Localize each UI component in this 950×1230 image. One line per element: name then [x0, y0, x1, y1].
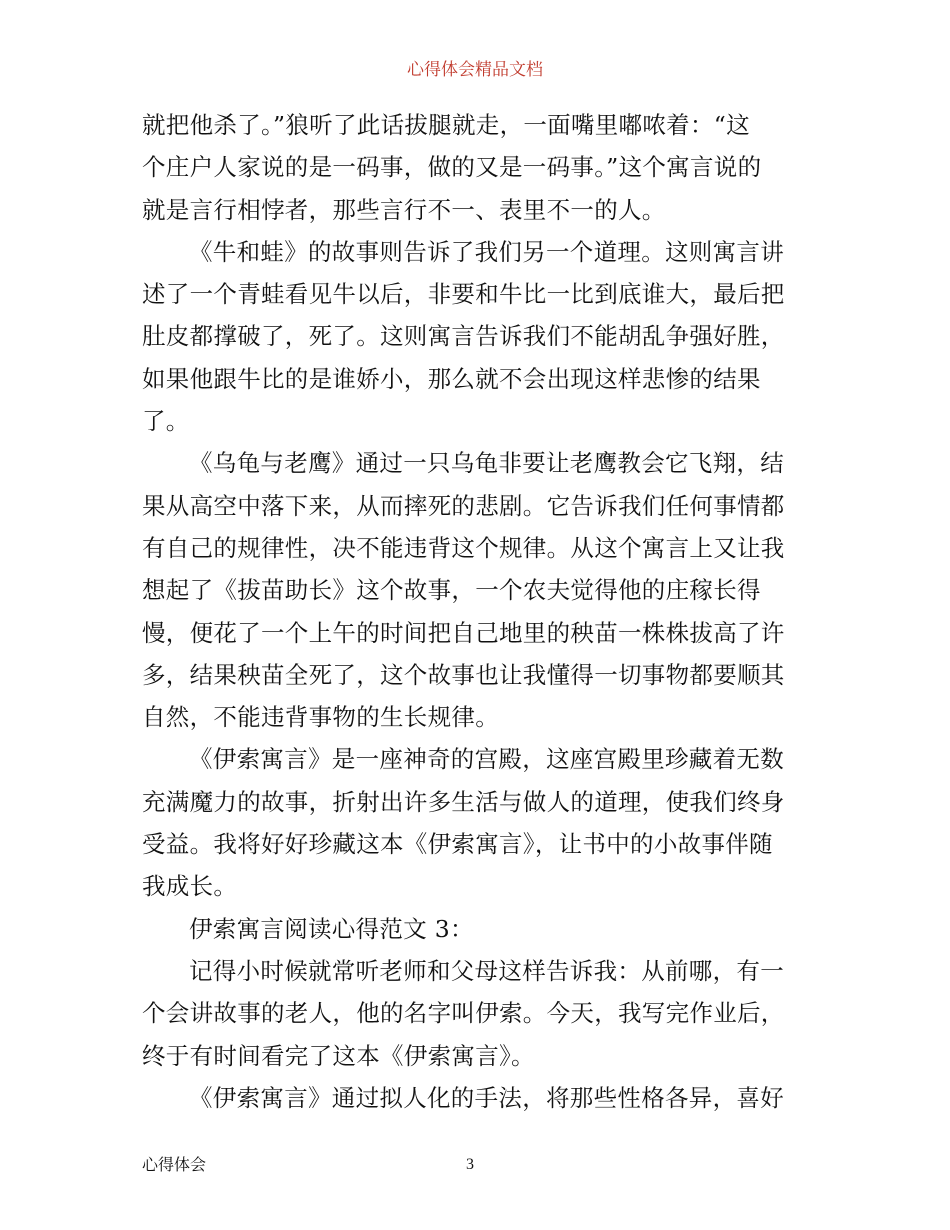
- footer-label: 心得体会: [142, 1155, 207, 1174]
- page-number: 3: [466, 1156, 474, 1173]
- text-line: 了。: [142, 407, 190, 436]
- text-line: 记得小时候就常听老师和父母这样告诉我：从前哪，有一: [189, 956, 784, 985]
- document-body: [142, 104, 812, 1119]
- text-line: 自然，不能违背事物的生长规律。: [142, 703, 499, 732]
- text-line: 述了一个青蛙看见牛以后，非要和牛比一比到底谁大，最后把: [142, 280, 785, 309]
- text-line: 我成长。: [142, 872, 238, 901]
- text-line: 充满魔力的故事，折射出许多生活与做人的道理，使我们终身: [142, 787, 785, 816]
- text-line: 受益。我将好好珍藏这本《伊索寓言》，让书中的小故事伴随: [142, 830, 773, 859]
- text-line: 如果他跟牛比的是谁娇小，那么就不会出现这样悲惨的结果: [142, 364, 761, 393]
- text-line: 《乌龟与老鹰》通过一只乌龟非要让老鹰教会它飞翔，结: [189, 449, 784, 478]
- text-line: 终于有时间看完了这本《伊索寓言》。: [142, 1041, 535, 1070]
- text-line: 《牛和蛙》的故事则告诉了我们另一个道理。这则寓言讲: [189, 237, 784, 266]
- text-line: 慢，便花了一个上午的时间把自己地里的秧苗一株株拔高了许: [142, 618, 785, 647]
- text-line: 果从高空中落下来，从而摔死的悲剧。它告诉我们任何事情都: [142, 491, 785, 520]
- text-line: 肚皮都撑破了，死了。这则寓言告诉我们不能胡乱争强好胜，: [142, 322, 785, 351]
- text-line: 有自己的规律性，决不能违背这个规律。从这个寓言上又让我: [142, 533, 785, 562]
- text-line: 《伊索寓言》是一座神奇的宫殿，这座宫殿里珍藏着无数: [189, 745, 784, 774]
- text-line: 就是言行相悖者，那些言行不一、表里不一的人。: [142, 195, 666, 224]
- section-heading: 伊索寓言阅读心得范文 3：: [189, 914, 474, 943]
- text-line: 个会讲故事的老人，他的名字叫伊索。今天，我写完作业后，: [142, 999, 785, 1028]
- text-line: 《伊索寓言》通过拟人化的手法，将那些性格各异，喜好: [189, 1083, 784, 1112]
- text-line: 就把他杀了。”狼听了此话拔腿就走，一面嘴里嘟哝着：“这: [142, 111, 750, 139]
- text-line: 多，结果秧苗全死了，这个故事也让我懂得一切事物都要顺其: [142, 660, 785, 689]
- document-header-title: 心得体会精品文档: [407, 60, 543, 80]
- text-line: 个庄户人家说的是一码事，做的又是一码事。”这个寓言说的: [142, 153, 762, 182]
- text-line: 想起了《拔苗助长》这个故事，一个农夫觉得他的庄稼长得: [142, 576, 761, 605]
